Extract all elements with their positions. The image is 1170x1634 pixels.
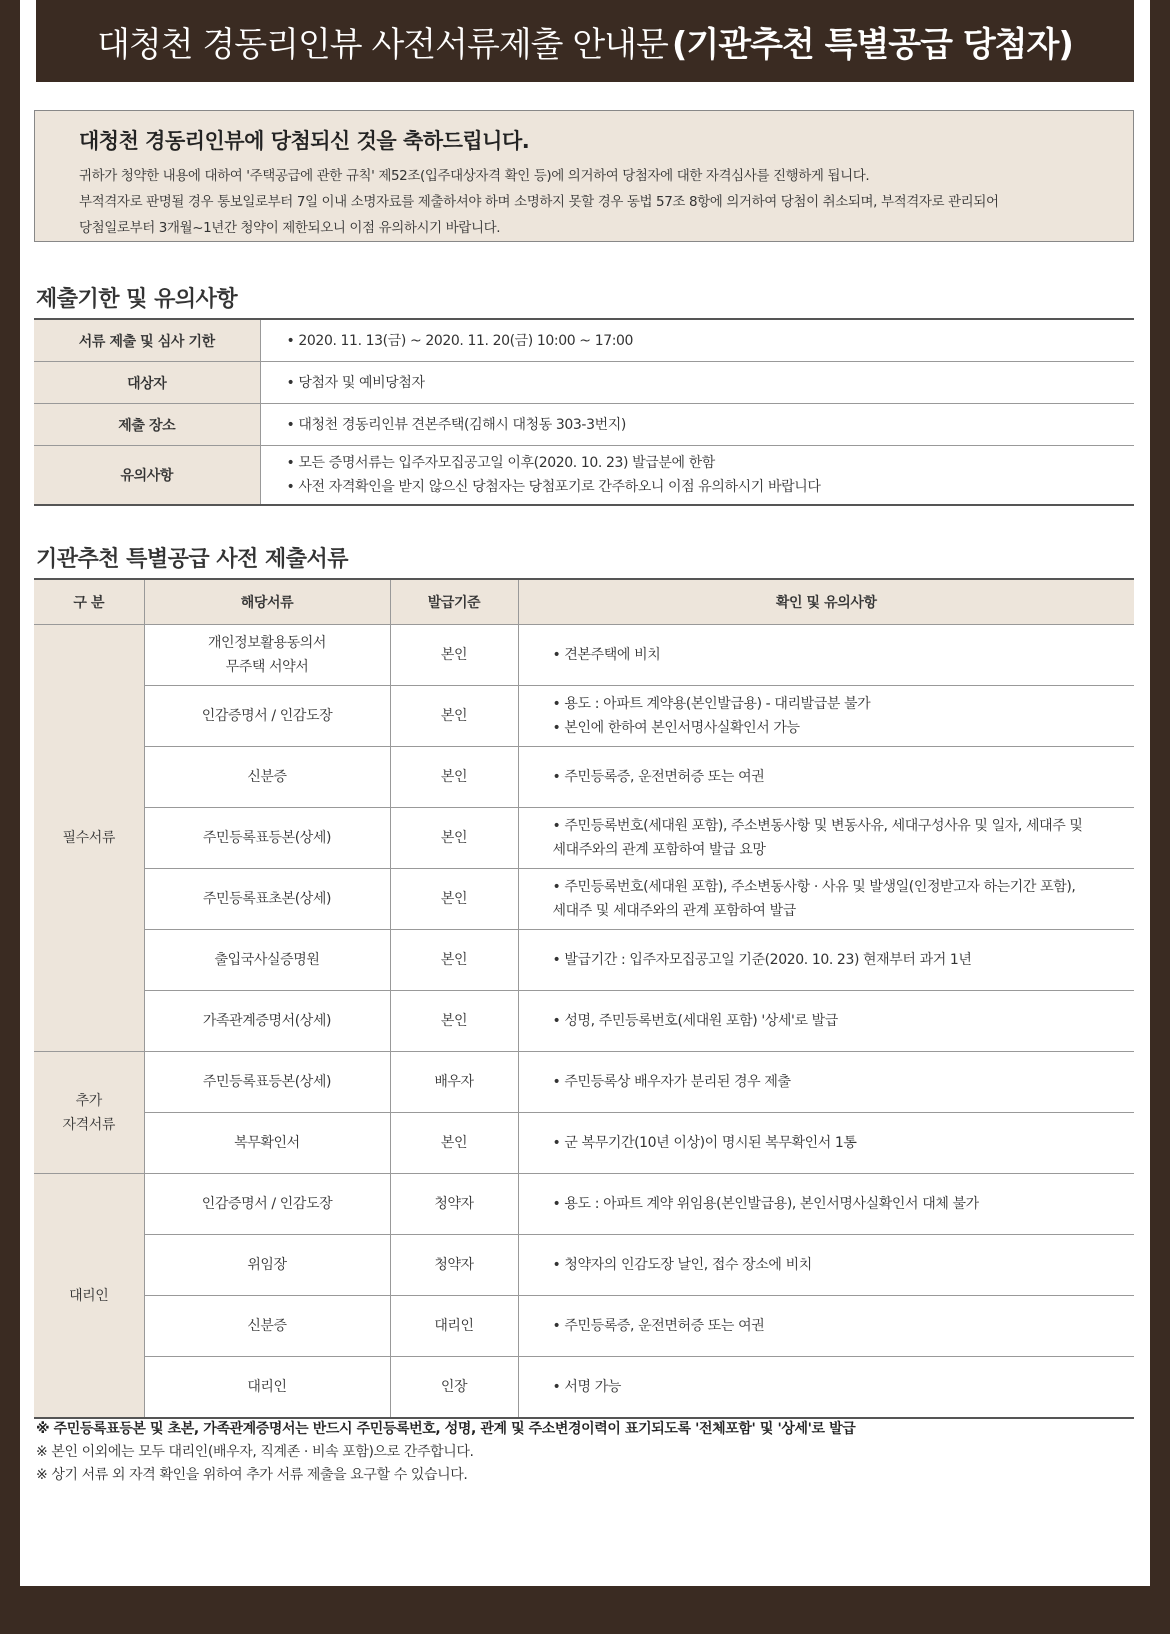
row-value: • 모든 증명서류는 입주자모집공고일 이후(2020. 10. 23) 발급분에 한함 • 사전 자격확인을 받지 않으신 당첨자는 당첨포기로 간주하오니 이점 유의하시기 바랍니다	[260, 446, 1134, 506]
issue-basis: 대리인	[390, 1296, 518, 1357]
issue-basis: 본인	[390, 808, 518, 869]
table-row	[34, 362, 1134, 404]
deadline-table	[34, 318, 1134, 506]
issue-basis: 본인	[390, 930, 518, 991]
footnote: ※ 주민등록표등본 및 초본, 가족관계증명서는 반드시 주민등록번호, 성명, 관계 및 주소변경이력이 표기되도록 '전체포함' 및 '상세'로 발급	[36, 1421, 856, 1437]
issue-basis: 청약자	[390, 1174, 518, 1235]
row-value: • 당첨자 및 예비당첨자	[260, 362, 1134, 404]
table-row	[34, 686, 1134, 747]
notes: • 성명, 주민등록번호(세대원 포함) '상세'로 발급	[518, 991, 1134, 1052]
notes: • 주민등록번호(세대원 포함), 주소변동사항 · 사유 및 발생일(인정받고자 하는기간 포함), 세대주 및 세대주와의 관계 포함하여 발급	[518, 869, 1134, 930]
document-name: 가족관계증명서(상세)	[144, 991, 390, 1052]
notes: • 주민등록번호(세대원 포함), 주소변동사항 및 변동사유, 세대구성사유 및 일자, 세대주 및 세대주와의 관계 포함하여 발급 요망	[518, 808, 1134, 869]
document-name: 인감증명서 / 인감도장	[144, 686, 390, 747]
intro-line: 귀하가 청약한 내용에 대하여 '주택공급에 관한 규칙' 제52조(입주대상자격 확인 등)에 의거하여 당첨자에 대한 자격심사를 진행하게 됩니다.	[79, 168, 870, 184]
intro-line: 부적격자로 판명될 경우 통보일로부터 7일 이내 소명자료를 제출하셔야 하며 소명하지 못할 경우 동법 57조 8항에 의거하여 당첨이 취소되며, 부적격자로 관리되어	[79, 194, 999, 210]
table-row	[34, 1357, 1134, 1419]
notes: • 청약자의 인감도장 날인, 접수 장소에 비치	[518, 1235, 1134, 1296]
section-title-documents: 기관추천 특별공급 사전 제출서류	[36, 547, 349, 572]
notice-page	[20, 0, 1150, 1586]
category-required: 필수서류	[34, 625, 144, 1052]
header-document: 해당서류	[144, 579, 390, 625]
intro-line: 당첨일로부터 3개월~1년간 청약이 제한되오니 이점 유의하시기 바랍니다.	[79, 220, 501, 236]
row-label: 서류 제출 및 심사 기한	[34, 319, 260, 362]
table-row	[34, 1052, 1134, 1113]
footnotes	[36, 1418, 855, 1487]
table-row	[34, 319, 1134, 362]
notes: • 군 복무기간(10년 이상)이 명시된 복무확인서 1통	[518, 1113, 1134, 1174]
notes: • 서명 가능	[518, 1357, 1134, 1419]
intro-heading: 대청천 경동리인뷰에 당첨되신 것을 축하드립니다.	[79, 129, 530, 153]
table-row	[34, 404, 1134, 446]
issue-basis: 인장	[390, 1357, 518, 1419]
notes: • 용도 : 아파트 계약 위임용(본인발급용), 본인서명사실확인서 대체 불가	[518, 1174, 1134, 1235]
row-label: 유의사항	[34, 446, 260, 506]
title-highlight: (기관추천 특별공급 당첨자)	[671, 24, 1073, 65]
documents-table	[34, 578, 1134, 1419]
document-name: 신분증	[144, 747, 390, 808]
table-row	[34, 808, 1134, 869]
issue-basis: 본인	[390, 747, 518, 808]
notes: • 용도 : 아파트 계약용(본인발급용) - 대리발급분 불가 • 본인에 한하여 본인서명사실확인서 가능	[518, 686, 1134, 747]
document-name: 위임장	[144, 1235, 390, 1296]
row-value: • 2020. 11. 13(금) ~ 2020. 11. 20(금) 10:00 ~ 17:00	[260, 319, 1134, 362]
document-name: 주민등록표등본(상세)	[144, 808, 390, 869]
notes: • 주민등록증, 운전면허증 또는 여권	[518, 747, 1134, 808]
table-row	[34, 1113, 1134, 1174]
table-row	[34, 446, 1134, 506]
document-name: 주민등록표초본(상세)	[144, 869, 390, 930]
notes: • 주민등록증, 운전면허증 또는 여권	[518, 1296, 1134, 1357]
header-category: 구 분	[34, 579, 144, 625]
table-row	[34, 1235, 1134, 1296]
document-name: 출입국사실증명원	[144, 930, 390, 991]
issue-basis: 본인	[390, 991, 518, 1052]
congratulations-box	[34, 110, 1134, 242]
issue-basis: 배우자	[390, 1052, 518, 1113]
document-name: 인감증명서 / 인감도장	[144, 1174, 390, 1235]
row-label: 제출 장소	[34, 404, 260, 446]
document-name: 개인정보활용동의서 무주택 서약서	[144, 625, 390, 686]
table-row	[34, 991, 1134, 1052]
issue-basis: 본인	[390, 686, 518, 747]
table-header-row	[34, 579, 1134, 625]
notes: • 발급기간 : 입주자모집공고일 기준(2020. 10. 23) 현재부터 과거 1년	[518, 930, 1134, 991]
document-name: 대리인	[144, 1357, 390, 1419]
table-row	[34, 747, 1134, 808]
title-bar	[36, 0, 1134, 82]
row-label: 대상자	[34, 362, 260, 404]
table-row	[34, 1174, 1134, 1235]
table-row	[34, 625, 1134, 686]
header-basis: 발급기준	[390, 579, 518, 625]
footnote: ※ 본인 이외에는 모두 대리인(배우자, 직계존 · 비속 포함)으로 간주합니다.	[36, 1444, 474, 1460]
table-row	[34, 1296, 1134, 1357]
notes: • 견본주택에 비치	[518, 625, 1134, 686]
document-name: 주민등록표등본(상세)	[144, 1052, 390, 1113]
issue-basis: 본인	[390, 869, 518, 930]
category-proxy: 대리인	[34, 1174, 144, 1419]
row-value: • 대청천 경동리인뷰 견본주택(김해시 대청동 303-3번지)	[260, 404, 1134, 446]
section-title-deadline: 제출기한 및 유의사항	[36, 287, 238, 312]
issue-basis: 본인	[390, 1113, 518, 1174]
table-row	[34, 930, 1134, 991]
issue-basis: 청약자	[390, 1235, 518, 1296]
document-name: 복무확인서	[144, 1113, 390, 1174]
header-notes: 확인 및 유의사항	[518, 579, 1134, 625]
title-main: 대청천 경동리인뷰 사전서류제출 안내문	[97, 24, 668, 65]
category-additional: 추가 자격서류	[34, 1052, 144, 1174]
footnote: ※ 상기 서류 외 자격 확인을 위하여 추가 서류 제출을 요구할 수 있습니다.	[36, 1467, 468, 1483]
notes: • 주민등록상 배우자가 분리된 경우 제출	[518, 1052, 1134, 1113]
table-row	[34, 869, 1134, 930]
document-name: 신분증	[144, 1296, 390, 1357]
issue-basis: 본인	[390, 625, 518, 686]
